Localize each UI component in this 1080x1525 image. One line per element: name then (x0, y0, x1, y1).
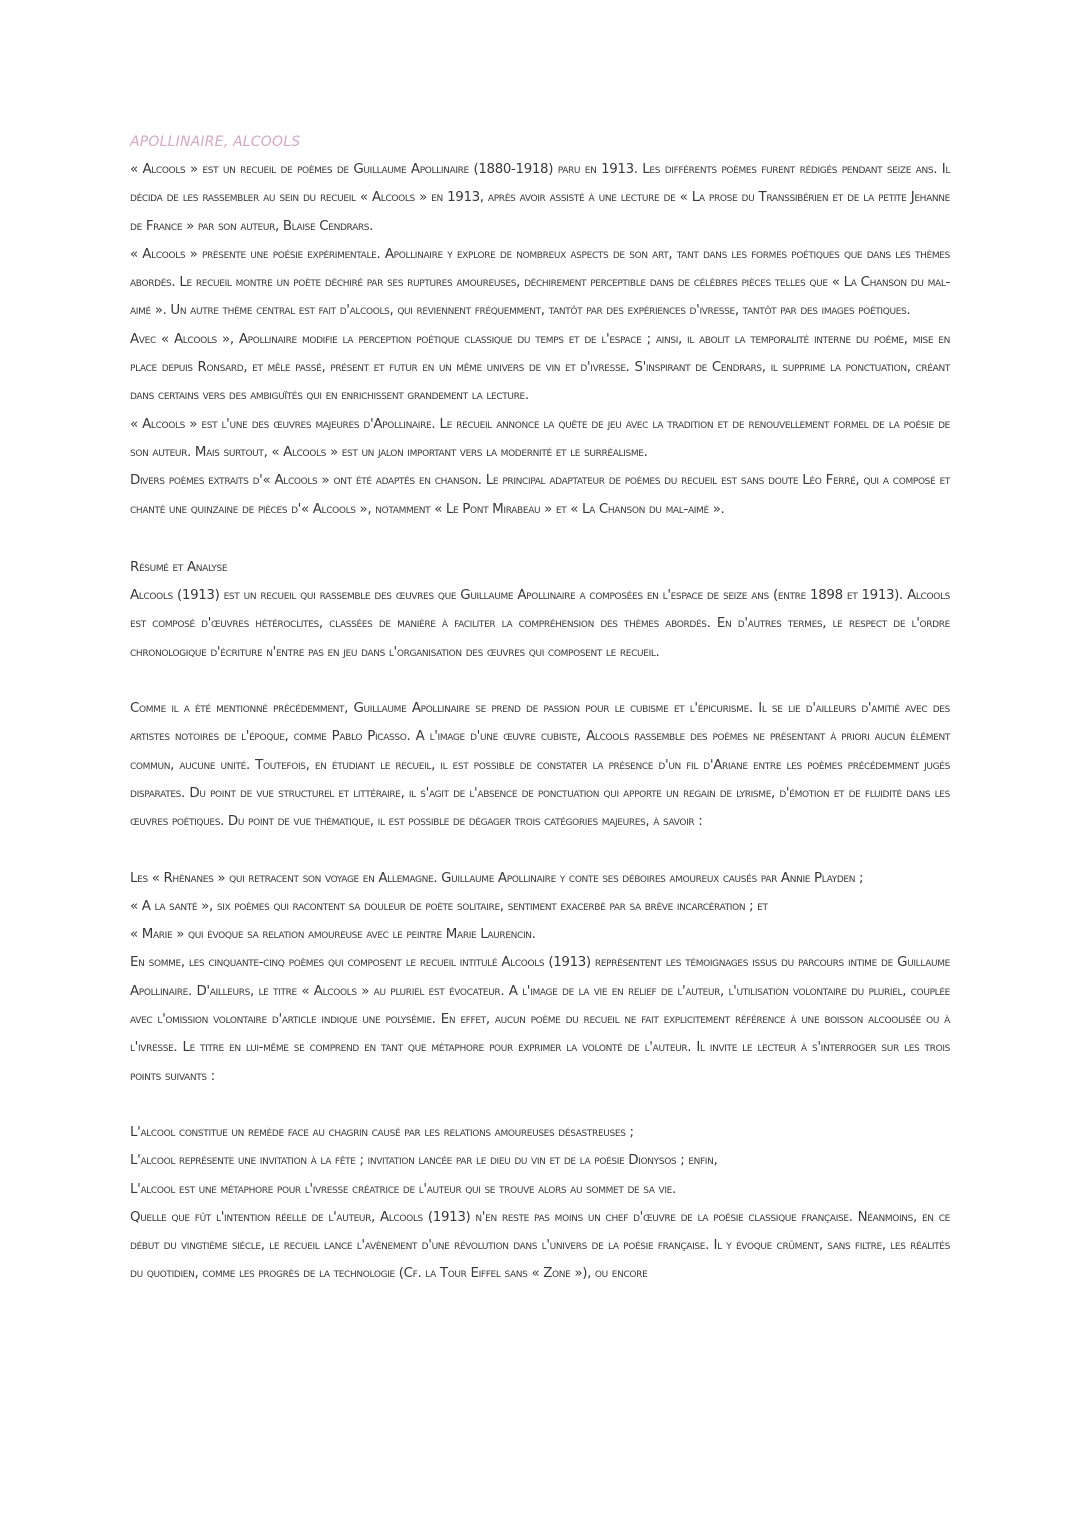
analysis-paragraph: Comme il a été mentionné précédemment, Guillaume Apollinaire se prend de passion pour le cubisme et l'épicurisme. Il se lie d'ailleurs d'amitié avec des artistes notoires de l'époque, comme Pablo Picasso. A l'image d'une œuvre cubiste, Alcools rassemble des poèmes ne présentant à priori aucun élément commun, aucune unité. Toutefois, en étudiant le recueil, il est possible de constater la présence d'un fil d'Ariane entre les poèmes précédemment jugés disparates. Du point de vue structurel et littéraire, il s'agit de l'absence de ponctuation qui apporte un regain de lyrisme, d'émotion et de fluidité dans les œuvres poétiques. Du point de vue thématique, il est possible de dégager trois catégories majeures, à savoir : (130, 701, 950, 830)
spacer (130, 837, 950, 865)
spacer (130, 667, 950, 695)
category-item-1: Les « Rhénanes » qui retracent son voyage en Allemagne. Guillaume Apollinaire y conte ses déboires amoureux causés par Annie Playden ; (130, 870, 864, 886)
intro-paragraph-2: « Alcools » présente une poésie expérimentale. Apollinaire y explore de nombreux aspects de son art, tant dans les formes poétiques que dans les thèmes abordés. Le recueil montre un poète déchiré par ses ruptures amoureuses, déchirement perceptible dans de célèbres pièces telles que « La Chanson du mal-aimé ». Un autre thème central est fait d'alcools, qui reviennent fréquemment, tantôt par des expériences d'ivresse, tantôt par des images poétiques. (130, 246, 950, 319)
intro-paragraph-3: Avec « Alcools », Apollinaire modifie la perception poétique classique du temps et de l'espace ; ainsi, il abolit la temporalité interne du poème, mise en place depuis Ronsard, et mêle passé, présent et futur en un même univers de vin et d'ivresse. S'inspirant de Cendrars, il supprime la ponctuation, créant dans certains vers des ambiguïtés qui en enrichissent grandement la lecture. (130, 331, 950, 404)
intro-paragraph-1: « Alcools » est un recueil de poèmes de Guillaume Apollinaire (1880-1918) paru en 1913. Les différents poèmes furent rédigés pendant seize ans. Il décida de les rassembler au sein du recueil « Alcools » en 1913, après avoir assisté à une lecture de « La prose du Transsibérien et de la petite Jehanne de France » par son auteur, Blaise Cendrars. (130, 162, 950, 234)
conclusion-paragraph: En somme, les cinquante-cinq poèmes qui composent le recueil intitulé Alcools (1913) représentent les témoignages issus du parcours intime de Guillaume Apollinaire. D'ailleurs, le titre « Alcools » au pluriel est évocateur. A l'image de la vie en relief de l'auteur, l'utilisation volontaire du pluriel, couplée avec l'omission volontaire d'article indique une polysémie. En effet, aucun poème du recueil ne fait explicitement référence à une boisson alcoolisée ou à l'ivresse. Le titre en lui-même se comprend en tant que métaphore pour exprimer la volonté de l'auteur. Il invite le lecteur à s'interroger sur les trois points suivants : (130, 955, 951, 1084)
point-item-2: L'alcool représente une invitation à la fête ; invitation lancée par le dieu du vin et de la poésie Dionysos ; enfin, (130, 1153, 718, 1169)
spacer (130, 1091, 950, 1119)
intro-paragraph-4: « Alcools » est l'une des œuvres majeures d'Apollinaire. Le recueil annonce la quête de jeu avec la tradition et de renouvellement formel de la poésie de son auteur. Mais surtout, « Alcools » est un jalon important vers la modernité et le surréalisme. (130, 416, 950, 460)
section-title: Résumé et Analyse (130, 559, 228, 575)
summary-paragraph: Alcools (1913) est un recueil qui rassemble des œuvres que Guillaume Apollinaire a composées en l'espace de seize ans (entre 1898 et 1913). Alcools est composé d'œuvres hétéroclites, classées de manière à faciliter la compréhension des thèmes abordés. En d'autres termes, le respect de l'ordre chronologique d'écriture n'entre pas en jeu dans l'organisation des œuvres qui composent le recueil. (130, 588, 950, 660)
final-paragraph: Quelle que fût l'intention réelle de l'auteur, Alcools (1913) n'en reste pas moins un chef d'œuvre de la poésie classique française. Néanmoins, en ce début du vingtième siècle, le recueil lance l'avènement d'une révolution dans l'univers de la poésie française. Il y évoque crûment, sans filtre, les réalités du quotidien, comme les progrès de la technologie (Cf. la Tour Eiffel sans « Zone »), ou encore (130, 1209, 950, 1282)
category-item-2: « A la santé », six poèmes qui racontent sa douleur de poète solitaire, sentiment exacerbé par sa brève incarcération ; et (130, 898, 768, 914)
document-title: APOLLINAIRE, ALCOOLS (130, 134, 301, 150)
spacer (130, 524, 950, 554)
point-item-1: L'alcool constitue un remède face au chagrin causé par les relations amoureuses désastreuses ; (130, 1124, 634, 1140)
intro-paragraph-5: Divers poèmes extraits d'« Alcools » ont été adaptés en chanson. Le principal adaptateur de poèmes du recueil est sans doute Léo Ferré, qui a composé et chanté une quinzaine de pièces d'« Alcools », notamment « Le Pont Mirabeau » et « La Chanson du mal-aimé ». (130, 473, 950, 517)
document-page (130, 128, 950, 1289)
category-item-3: « Marie » qui évoque sa relation amoureuse avec le peintre Marie Laurencin. (130, 927, 536, 943)
point-item-3: L'alcool est une métaphore pour l'ivresse créatrice de l'auteur qui se trouve alors au sommet de sa vie. (130, 1181, 676, 1197)
